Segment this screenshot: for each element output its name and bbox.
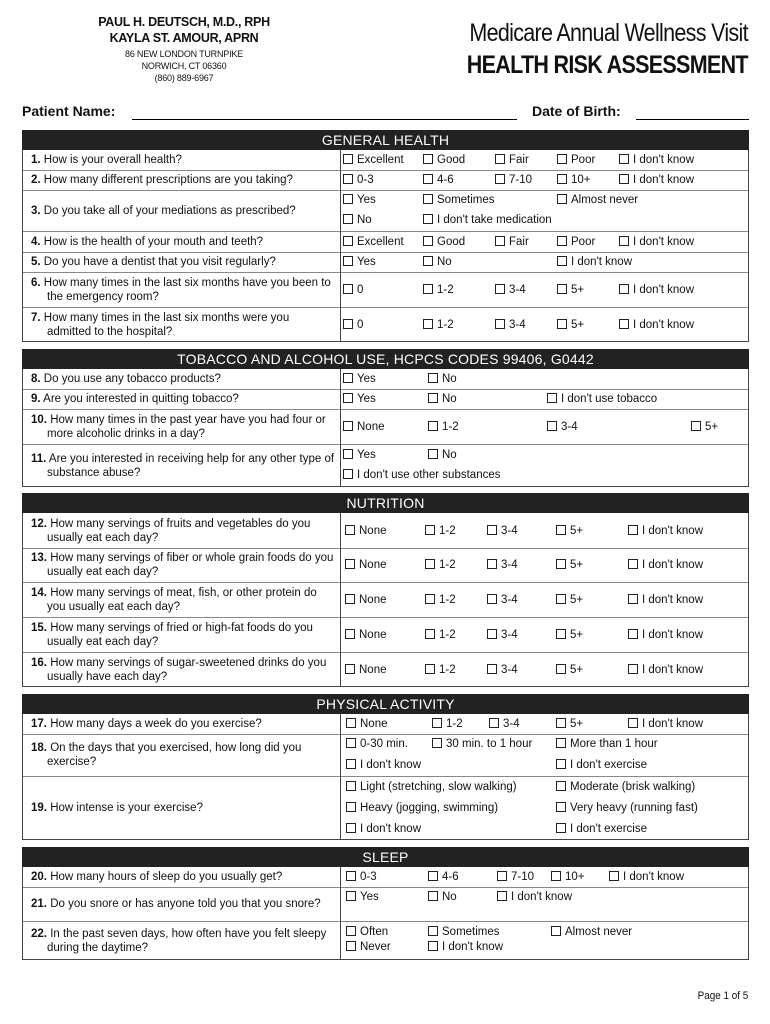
checkbox-icon — [343, 236, 353, 246]
question-text: How is the health of your mouth and teeth? — [43, 235, 264, 248]
checkbox-icon — [423, 174, 433, 184]
question-row: 11. Are you interested in receiving help for any other type of substance abuse? Yes No I don't use other substances — [23, 444, 748, 487]
checkbox-option[interactable]: 3-4 — [487, 593, 518, 607]
checkbox-option[interactable]: Yes — [343, 255, 376, 269]
question-text: Are you interested in quitting tobacco? — [43, 393, 239, 405]
checkbox-option[interactable]: 0-30 min. — [346, 737, 408, 751]
question-text: How many servings of sugar-sweetened drinks do you usually have each day? — [47, 656, 327, 683]
checkbox-option[interactable]: 5+ — [691, 420, 718, 434]
checkbox-option[interactable]: Very heavy (running fast) — [556, 801, 698, 815]
checkbox-icon — [425, 594, 435, 604]
checkbox-icon — [557, 284, 567, 294]
question-row: 7. How many times in the last six months were you admitted to the hospital? 0 1-2 3-4 5+ I don't know — [23, 307, 748, 342]
question-row: 4. How is the health of your mouth and teeth? Excellent Good Fair Poor I don't know — [23, 231, 748, 253]
checkbox-icon — [551, 871, 561, 881]
address-line-2: NORWICH, CT 06360 — [141, 61, 227, 71]
checkbox-icon — [345, 629, 355, 639]
checkbox-option[interactable]: 5+ — [556, 717, 583, 731]
checkbox-icon — [428, 373, 438, 383]
checkbox-option[interactable]: No — [423, 255, 452, 269]
checkbox-option[interactable]: None — [346, 717, 388, 731]
checkbox-icon — [343, 256, 353, 266]
question-text: In the past seven days, how often have you felt sleepy during the daytime? — [47, 927, 327, 954]
checkbox-icon — [495, 236, 505, 246]
checkbox-icon — [346, 926, 356, 936]
checkbox-option[interactable]: None — [345, 663, 387, 677]
checkbox-icon — [495, 174, 505, 184]
checkbox-option[interactable]: I don't exercise — [556, 758, 647, 772]
checkbox-option[interactable]: Fair — [495, 153, 529, 167]
checkbox-option[interactable]: Sometimes — [423, 193, 495, 207]
checkbox-icon — [346, 738, 356, 748]
checkbox-option[interactable]: Light (stretching, slow walking) — [346, 780, 517, 794]
checkbox-option[interactable]: I don't know — [628, 663, 703, 677]
checkbox-icon — [487, 594, 497, 604]
provider-header — [34, 14, 334, 84]
checkbox-icon — [547, 421, 557, 431]
section-title: NUTRITION — [22, 493, 749, 513]
question-text: How many servings of meat, fish, or other protein do you usually eat each day? — [47, 586, 317, 613]
checkbox-icon — [628, 525, 638, 535]
checkbox-icon — [425, 559, 435, 569]
checkbox-option[interactable]: 5+ — [556, 628, 583, 642]
checkbox-option[interactable]: I don't know — [428, 940, 503, 954]
checkbox-icon — [343, 284, 353, 294]
section-general-health — [22, 130, 749, 342]
checkbox-icon — [556, 759, 566, 769]
checkbox-option[interactable]: Sometimes — [428, 925, 500, 939]
checkbox-icon — [619, 319, 629, 329]
question-text: Do you have a dentist that you visit regularly? — [43, 256, 276, 268]
checkbox-option[interactable]: 5+ — [556, 663, 583, 677]
checkbox-option[interactable]: 1-2 — [428, 420, 459, 434]
checkbox-icon — [619, 174, 629, 184]
question-row: 3. Do you take all of your mediations as prescribed? Yes Sometimes Almost never No I don't take medication — [23, 190, 748, 232]
checkbox-icon — [423, 194, 433, 204]
checkbox-option[interactable]: I don't know — [628, 717, 703, 731]
checkbox-icon — [556, 664, 566, 674]
question-row: 16. How many servings of sugar-sweetened drinks do you usually have each day? None 1-2 3-4 5+ I don't know — [23, 652, 748, 687]
checkbox-option[interactable]: No — [428, 392, 457, 406]
checkbox-icon — [346, 802, 356, 812]
checkbox-option[interactable]: I don't know — [628, 628, 703, 642]
question-row: 13. How many servings of fiber or whole grain foods do you usually eat each day? None 1-2 3-4 5+ I don't know — [23, 548, 748, 583]
checkbox-option[interactable]: No — [428, 890, 457, 904]
checkbox-icon — [609, 871, 619, 881]
question-row: 10. How many times in the past year have you had four or more alcoholic drinks in a day? None 1-2 3-4 5+ — [23, 409, 748, 445]
checkbox-icon — [428, 421, 438, 431]
checkbox-option[interactable]: Almost never — [551, 925, 632, 939]
checkbox-icon — [428, 891, 438, 901]
checkbox-icon — [556, 823, 566, 833]
question-row: 9. Are you interested in quitting tobacco? Yes No I don't use tobacco — [23, 389, 748, 410]
checkbox-icon — [343, 449, 353, 459]
checkbox-option[interactable]: 3-4 — [495, 283, 526, 297]
checkbox-option[interactable]: Excellent — [343, 153, 404, 167]
checkbox-icon — [557, 174, 567, 184]
section-title: SLEEP — [22, 847, 749, 867]
checkbox-option[interactable]: Poor — [557, 235, 595, 249]
checkbox-icon — [423, 236, 433, 246]
checkbox-option[interactable]: I don't know — [619, 283, 694, 297]
checkbox-option[interactable]: 3-4 — [547, 420, 578, 434]
checkbox-option[interactable]: 5+ — [556, 524, 583, 538]
checkbox-icon — [628, 594, 638, 604]
checkbox-icon — [346, 823, 356, 833]
checkbox-icon — [346, 891, 356, 901]
checkbox-option[interactable]: Often — [346, 925, 388, 939]
checkbox-icon — [619, 236, 629, 246]
checkbox-option[interactable]: 4-6 — [428, 870, 459, 884]
checkbox-option[interactable]: 7-10 — [495, 173, 532, 187]
checkbox-icon — [345, 594, 355, 604]
checkbox-icon — [423, 154, 433, 164]
checkbox-option[interactable]: 3-4 — [487, 524, 518, 538]
checkbox-icon — [346, 941, 356, 951]
address-line-1: 86 NEW LONDON TURNPIKE — [125, 49, 243, 59]
checkbox-icon — [497, 871, 507, 881]
checkbox-icon — [628, 629, 638, 639]
question-text: How many servings of fried or high-fat foods do you usually eat each day? — [47, 621, 313, 648]
checkbox-icon — [497, 891, 507, 901]
checkbox-icon — [343, 373, 353, 383]
question-text: How intense is your exercise? — [50, 802, 203, 814]
checkbox-icon — [428, 449, 438, 459]
section-title: TOBACCO AND ALCOHOL USE, HCPCS CODES 99406, G0442 — [22, 349, 749, 369]
checkbox-option[interactable]: 4-6 — [423, 173, 454, 187]
question-text: How many times in the past year have you had four or more alcoholic drinks in a day? — [47, 413, 326, 440]
question-text: How many servings of fiber or whole grain foods do you usually eat each day? — [47, 552, 334, 578]
question-text: Are you interested in receiving help for any other type of substance abuse? — [47, 452, 335, 479]
checkbox-option[interactable]: 7-10 — [497, 870, 534, 884]
checkbox-option[interactable]: Yes — [346, 890, 379, 904]
checkbox-option[interactable]: No — [428, 448, 457, 462]
question-row: 20. How many hours of sleep do you usually get? 0-3 4-6 7-10 10+ I don't know — [23, 867, 748, 888]
question-row: 6. How many times in the last six months have you been to the emergency room? 0 1-2 3-4 5+ I don't know — [23, 272, 748, 308]
checkbox-option[interactable]: Almost never — [557, 193, 638, 207]
checkbox-icon — [343, 421, 353, 431]
checkbox-option[interactable]: 3-4 — [487, 558, 518, 572]
checkbox-option[interactable]: Excellent — [343, 235, 404, 249]
checkbox-icon — [428, 926, 438, 936]
checkbox-icon — [619, 284, 629, 294]
checkbox-option[interactable]: Good — [423, 235, 465, 249]
checkbox-icon — [487, 664, 497, 674]
question-row: 14. How many servings of meat, fish, or other protein do you usually eat each day? None 1-2 3-4 5+ I don't know — [23, 582, 748, 618]
checkbox-icon — [346, 759, 356, 769]
question-row: 18. On the days that you exercised, how long did you exercise? 0-30 min. 30 min. to 1 hour More than 1 hour I don't know I don't exercise — [23, 734, 748, 777]
provider-name-1: PAUL H. DEUTSCH, M.D., RPH — [98, 15, 270, 29]
checkbox-option[interactable]: 1-2 — [423, 318, 454, 332]
checkbox-icon — [556, 802, 566, 812]
checkbox-icon — [343, 174, 353, 184]
checkbox-option[interactable]: I don't know — [619, 153, 694, 167]
checkbox-icon — [487, 525, 497, 535]
checkbox-option[interactable]: I don't know — [346, 822, 421, 836]
checkbox-icon — [428, 941, 438, 951]
checkbox-option[interactable]: Good — [423, 153, 465, 167]
checkbox-option[interactable]: 0 — [343, 318, 363, 332]
checkbox-icon — [557, 256, 567, 266]
provider-name-2: KAYLA ST. AMOUR, APRN — [109, 31, 259, 45]
question-row: 15. How many servings of fried or high-fat foods do you usually eat each day? None 1-2 3-4 5+ I don't know — [23, 617, 748, 653]
question-row: 12. How many servings of fruits and vegetables do you usually eat each day? None 1-2 3-4 5+ I don't know — [23, 513, 748, 549]
checkbox-icon — [345, 525, 355, 535]
checkbox-option[interactable]: I don't know — [628, 524, 703, 538]
section-physical-activity — [22, 694, 749, 840]
checkbox-icon — [628, 664, 638, 674]
checkbox-icon — [557, 154, 567, 164]
checkbox-icon — [487, 559, 497, 569]
question-text: How many servings of fruits and vegetables do you usually eat each day? — [47, 517, 311, 544]
checkbox-option[interactable]: Poor — [557, 153, 595, 167]
checkbox-option[interactable]: I don't know — [628, 593, 703, 607]
checkbox-icon — [425, 664, 435, 674]
checkbox-icon — [556, 781, 566, 791]
page-number: Page 1 of 5 — [697, 990, 748, 1002]
phone-number: (860) 889-6967 — [154, 73, 214, 83]
checkbox-icon — [495, 284, 505, 294]
checkbox-icon — [432, 718, 442, 728]
checkbox-option[interactable]: 10+ — [551, 870, 585, 884]
checkbox-icon — [556, 738, 566, 748]
checkbox-option[interactable]: I don't exercise — [556, 822, 647, 836]
section-sleep — [22, 847, 749, 960]
checkbox-option[interactable]: 1-2 — [432, 717, 463, 731]
checkbox-icon — [495, 319, 505, 329]
checkbox-option[interactable]: 3-4 — [489, 717, 520, 731]
checkbox-icon — [556, 594, 566, 604]
checkbox-option[interactable]: 3-4 — [487, 663, 518, 677]
checkbox-option[interactable]: 1-2 — [425, 593, 456, 607]
section-tobacco-alcohol — [22, 349, 749, 487]
checkbox-option[interactable]: I don't take medication — [423, 213, 552, 227]
checkbox-icon — [428, 393, 438, 403]
checkbox-icon — [547, 393, 557, 403]
checkbox-option[interactable]: I don't know — [497, 890, 572, 904]
checkbox-option[interactable]: 0-3 — [346, 870, 377, 884]
checkbox-option[interactable]: I don't know — [346, 758, 421, 772]
checkbox-icon — [556, 559, 566, 569]
checkbox-option[interactable]: 1-2 — [425, 524, 456, 538]
checkbox-option[interactable]: 10+ — [557, 173, 591, 187]
checkbox-option[interactable]: 1-2 — [425, 663, 456, 677]
checkbox-icon — [423, 256, 433, 266]
patient-info-line — [22, 103, 749, 123]
question-row: 5. Do you have a dentist that you visit regularly? Yes No I don't know — [23, 252, 748, 273]
checkbox-icon — [346, 781, 356, 791]
checkbox-option[interactable]: Moderate (brisk walking) — [556, 780, 695, 794]
question-text: How many days a week do you exercise? — [50, 718, 262, 730]
question-text: Do you take all of your mediations as prescribed? — [43, 204, 296, 217]
checkbox-option[interactable]: 5+ — [557, 318, 584, 332]
checkbox-icon — [691, 421, 701, 431]
checkbox-option[interactable]: I don't know — [628, 558, 703, 572]
question-row: 22. In the past seven days, how often have you felt sleepy during the daytime? Often Sometimes Almost never Never I don't know — [23, 921, 748, 960]
checkbox-option[interactable]: I don't know — [557, 255, 632, 269]
checkbox-option[interactable]: I don't know — [619, 318, 694, 332]
checkbox-icon — [556, 525, 566, 535]
checkbox-icon — [557, 319, 567, 329]
checkbox-icon — [425, 629, 435, 639]
checkbox-icon — [432, 738, 442, 748]
checkbox-icon — [557, 236, 567, 246]
question-text: How is your overall health? — [43, 154, 182, 166]
checkbox-icon — [343, 393, 353, 403]
checkbox-icon — [346, 871, 356, 881]
checkbox-option[interactable]: Yes — [343, 372, 376, 386]
checkbox-icon — [428, 871, 438, 881]
checkbox-icon — [556, 718, 566, 728]
section-title: PHYSICAL ACTIVITY — [22, 694, 749, 714]
checkbox-option[interactable]: None — [345, 524, 387, 538]
checkbox-icon — [495, 154, 505, 164]
checkbox-option[interactable]: Never — [346, 940, 391, 954]
checkbox-option[interactable]: Fair — [495, 235, 529, 249]
checkbox-option[interactable]: I don't know — [619, 173, 694, 187]
checkbox-option[interactable]: No — [343, 213, 372, 227]
form-title-block — [421, 18, 748, 80]
checkbox-icon — [619, 154, 629, 164]
question-row: 19. How intense is your exercise? Light (stretching, slow walking) Moderate (brisk walking) Heavy (jogging, swimming) Very heavy (running fast) I don't know I don't exercise — [23, 776, 748, 840]
checkbox-option[interactable]: I don't use other substances — [343, 468, 500, 482]
checkbox-option[interactable]: None — [345, 558, 387, 572]
checkbox-icon — [343, 214, 353, 224]
question-text: Do you snore or has anyone told you that you snore? — [50, 898, 321, 910]
form-title: Medicare Annual Wellness Visit — [469, 19, 748, 47]
checkbox-icon — [556, 629, 566, 639]
checkbox-option[interactable]: 3-4 — [495, 318, 526, 332]
checkbox-icon — [423, 284, 433, 294]
patient-name-label: Patient Name: — [22, 103, 116, 119]
checkbox-option[interactable]: I don't know — [619, 235, 694, 249]
checkbox-icon — [343, 319, 353, 329]
checkbox-option[interactable]: Yes — [343, 448, 376, 462]
checkbox-icon — [343, 469, 353, 479]
form-subtitle: HEALTH RISK ASSESSMENT — [466, 51, 748, 79]
checkbox-icon — [343, 194, 353, 204]
section-nutrition — [22, 493, 749, 687]
checkbox-option[interactable]: 1-2 — [425, 558, 456, 572]
checkbox-icon — [423, 214, 433, 224]
question-text: How many times in the last six months were you admitted to the hospital? — [43, 311, 290, 338]
checkbox-option[interactable]: 3-4 — [487, 628, 518, 642]
checkbox-option[interactable]: 0-3 — [343, 173, 374, 187]
checkbox-option[interactable]: Yes — [343, 193, 376, 207]
question-row: 8. Do you use any tobacco products? Yes No — [23, 369, 748, 390]
checkbox-icon — [346, 718, 356, 728]
checkbox-icon — [487, 629, 497, 639]
checkbox-icon — [425, 525, 435, 535]
checkbox-option[interactable]: 5+ — [557, 283, 584, 297]
question-text: Do you use any tobacco products? — [43, 373, 221, 385]
question-text: How many hours of sleep do you usually get? — [50, 871, 283, 883]
checkbox-option[interactable]: 5+ — [556, 558, 583, 572]
question-row: 21. Do you snore or has anyone told you that you snore? Yes No I don't know — [23, 887, 748, 922]
checkbox-option[interactable]: I don't know — [609, 870, 684, 884]
checkbox-option[interactable]: Heavy (jogging, swimming) — [346, 801, 498, 815]
checkbox-icon — [345, 559, 355, 569]
checkbox-option[interactable]: 5+ — [556, 593, 583, 607]
question-row: 1. How is your overall health? Excellent Good Fair Poor I don't know — [23, 150, 748, 171]
checkbox-icon — [423, 319, 433, 329]
checkbox-option[interactable]: 30 min. to 1 hour — [432, 737, 532, 751]
checkbox-icon — [489, 718, 499, 728]
checkbox-icon — [343, 154, 353, 164]
checkbox-icon — [345, 664, 355, 674]
dob-label: Date of Birth: — [532, 103, 621, 119]
question-text: How many times in the last six months have you been to the emergency room? — [43, 276, 331, 303]
checkbox-option[interactable]: Yes — [343, 392, 376, 406]
checkbox-option[interactable]: I don't use tobacco — [547, 392, 657, 406]
checkbox-icon — [551, 926, 561, 936]
question-row: 17. How many days a week do you exercise? None 1-2 3-4 5+ I don't know — [23, 714, 748, 735]
question-row: 2. How many different prescriptions are you taking? 0-3 4-6 7-10 10+ I don't know — [23, 170, 748, 191]
checkbox-option[interactable]: 1-2 — [425, 628, 456, 642]
checkbox-option[interactable]: No — [428, 372, 457, 386]
section-title: GENERAL HEALTH — [22, 130, 749, 150]
checkbox-option[interactable]: 1-2 — [423, 283, 454, 297]
checkbox-option[interactable]: None — [343, 420, 385, 434]
checkbox-option[interactable]: None — [345, 593, 387, 607]
checkbox-icon — [628, 718, 638, 728]
checkbox-icon — [557, 194, 567, 204]
checkbox-option[interactable]: 0 — [343, 283, 363, 297]
question-text: How many different prescriptions are you taking? — [43, 174, 293, 186]
checkbox-icon — [628, 559, 638, 569]
patient-name-field[interactable] — [132, 119, 517, 120]
dob-field[interactable] — [636, 119, 749, 120]
checkbox-option[interactable]: More than 1 hour — [556, 737, 658, 751]
checkbox-option[interactable]: None — [345, 628, 387, 642]
question-text: On the days that you exercised, how long did you exercise? — [47, 742, 302, 768]
